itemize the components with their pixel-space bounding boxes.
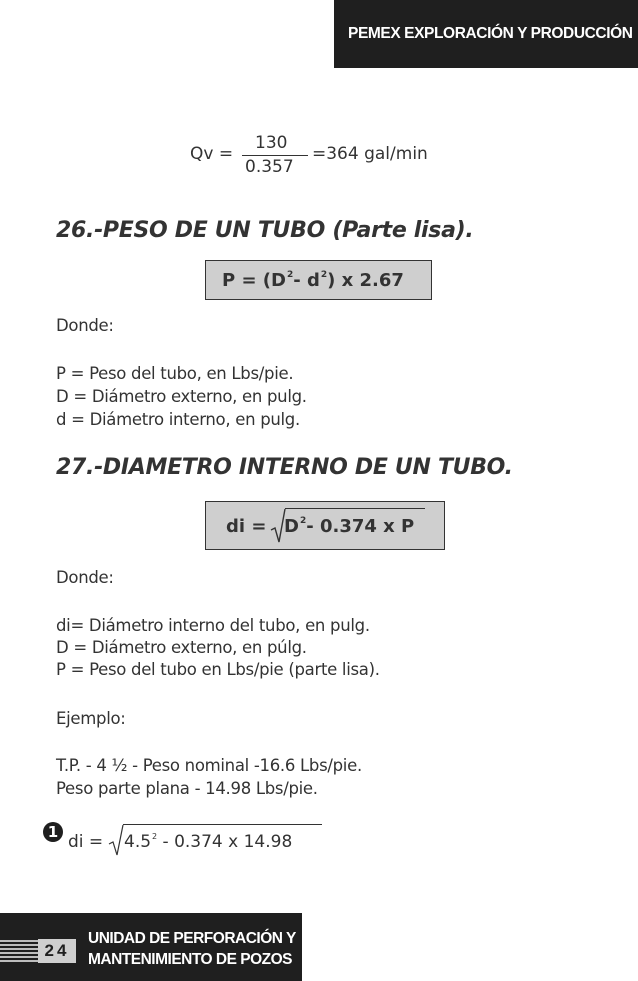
step-badge: 1	[43, 822, 63, 842]
qv-result: =364 gal/min	[312, 144, 428, 164]
definition-26-P: P = Peso del tubo, en Lbs/pie.	[56, 364, 294, 383]
where-label-27: Donde:	[56, 568, 114, 587]
step-sqrt-symbol	[108, 824, 124, 857]
step-radicand: $4.5^2 - 0.374$ x 14.98	[124, 832, 293, 852]
page-number: 24	[38, 939, 76, 963]
definition-27-D: D = Diámetro externo, en púlg.	[56, 638, 307, 657]
sqrt-vinculum	[285, 508, 425, 509]
qv-fraction-line	[242, 155, 308, 156]
where-label-26: Donde:	[56, 316, 114, 335]
formula-box-diametro	[205, 501, 445, 550]
example-line-1: T.P. - 4 ½ - Peso nominal -16.6 Lbs/pie.	[56, 756, 362, 775]
footer-stripes	[0, 940, 38, 962]
header-title: PEMEX EXPLORACIÓN Y PRODUCCIÓN	[348, 25, 633, 42]
example-line-2: Peso parte plana - 14.98 Lbs/pie.	[56, 779, 318, 798]
formula-box-peso	[205, 260, 432, 300]
step-sqrt-vinculum	[123, 824, 322, 825]
formula-di-radicand: $D^2-$ 0.374 x P	[284, 516, 415, 537]
definition-27-di: di= Diámetro interno del tubo, en pulg.	[56, 616, 370, 635]
qv-numerator: 130	[255, 133, 288, 153]
definition-27-P: P = Peso del tubo en Lbs/pie (parte lisa).	[56, 660, 380, 679]
section-26-title: 26.-PESO DE UN TUBO (Parte lisa).	[56, 218, 474, 243]
section-27-title: 27.-DIAMETRO INTERNO DE UN TUBO.	[56, 455, 513, 480]
footer-line-1: UNIDAD DE PERFORACIÓN Y	[88, 930, 296, 947]
qv-denominator: 0.357	[245, 157, 294, 177]
definition-26-D: D = Diámetro externo, en pulg.	[56, 387, 307, 406]
formula-peso: $P = (D^2-$ $d^2$) x 2.67	[222, 270, 404, 291]
definition-26-d: d = Diámetro interno, en pulg.	[56, 410, 300, 429]
example-label: Ejemplo:	[56, 709, 126, 728]
step-lhs: di =	[68, 832, 104, 852]
qv-lhs: Qv =	[190, 144, 234, 164]
footer-line-2: MANTENIMIENTO DE POZOS	[88, 951, 293, 968]
formula-di-lhs: di =	[226, 516, 267, 537]
